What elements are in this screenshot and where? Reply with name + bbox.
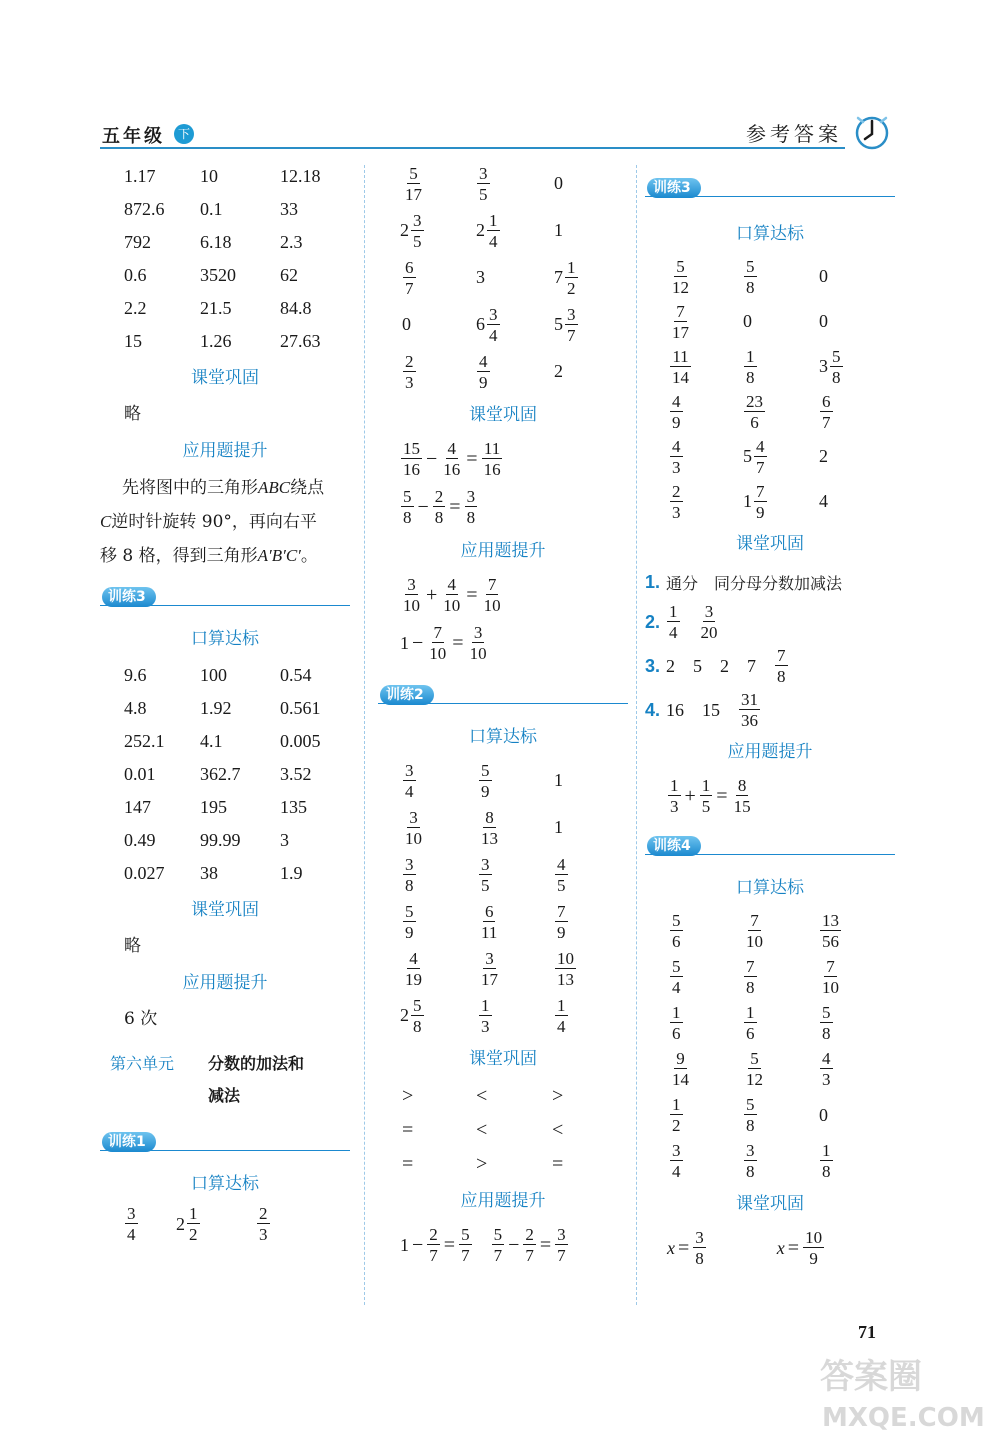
fraction-answer-row: $\frac{2}{3}$ $\frac{4}{9}$ 2 [405,351,563,392]
answer-value: 0.49 [124,830,156,850]
answer-cell [645,1004,743,1042]
fraction-answer-row [378,945,628,992]
answer-cell [819,958,842,996]
answer-cell [478,762,554,800]
answer-value: 2.3 [280,232,303,252]
fraction: $\frac{13}{56}$ [822,911,839,951]
fraction: $\frac{7}{8}$ [746,957,755,997]
section-title: 应用题提升 [460,541,546,561]
answer-value: 1.26 [200,331,232,351]
answer-cell [554,856,569,894]
answer-value: 9.6 [124,665,147,685]
equation-solutions: x = $\frac{3}{8}$ x = $\frac{10}{9}$ [667,1228,823,1268]
answer-cell [554,903,569,941]
answer-value: 2.2 [124,298,147,318]
column-divider [636,165,637,1305]
answer-value: 27.63 [280,331,321,351]
answer-row [100,292,350,325]
svg-text:答案圈: 答案圈 [820,1357,922,1397]
answer-cell [378,950,478,988]
unit-title: 分数的加法和 [208,1054,305,1073]
fraction-answers-block [645,1138,895,1184]
fraction: $\frac{4}{3}$ [822,1049,831,1089]
fraction: $\frac{10}{13}$ [557,948,574,989]
page-number: 71 [858,1322,876,1342]
answer-cell [645,912,743,950]
answer-value: 62 [280,265,298,285]
fraction-answer-row: $\frac{5}{17}$ $\frac{3}{5}$ 0 [405,163,563,204]
fraction: $\frac{3}{8}$ [405,854,414,895]
fraction-answer-row [378,898,628,945]
fraction-answer-row [645,1046,895,1092]
answer-cell [378,903,478,941]
answer-value: 0.027 [124,863,165,883]
answer-value: 872.6 [124,199,165,219]
answer-value: 0.561 [280,698,321,718]
answer-row [100,325,350,358]
training-header [100,1126,350,1160]
comparison-answers-block [378,1079,628,1181]
answer-value: 1 [554,770,563,790]
svg-text:MXQE.COM: MXQE.COM [822,1403,985,1432]
fraction: $\frac{7}{10}$ [822,957,839,997]
fraction-equation: 1 − $\frac{2}{7}$ = $\frac{5}{7}$ $\frac{5}{7}$ − $\frac{2}{7}$ = $\frac{3}{7}$ [400,1225,566,1265]
fraction: $\frac{5}{4}$ [672,957,681,997]
fraction: $\frac{5}{6}$ [672,911,681,951]
fraction: $\frac{3}{10}$ [405,807,422,848]
section-title: 应用题提升 [182,441,268,461]
answer-value: 100 [200,665,227,685]
section-title: 口算达标 [191,1174,259,1194]
fraction-answer-row: $\frac{2}{3}$ 1 $\frac{7}{9}$ 4 [672,481,828,522]
answer-value: 12.18 [280,166,321,186]
answer-cell [743,1050,819,1088]
answer-text: 6 次 [124,1009,158,1029]
answer-row [100,259,350,292]
answer-cell [819,1050,834,1088]
answer-cell [743,1004,819,1042]
fraction-answer-row: $\frac{11}{14}$ $\frac{1}{8}$ 3 $\frac{5}{8}$ [672,346,841,387]
answer-value: 15 [124,331,142,351]
fraction: $\frac{5}{12}$ [746,1049,763,1089]
answer-value: 3.52 [280,764,312,784]
answer-text-line: 移 8 格，得到三角形A′B′C′。 [100,546,318,566]
fraction-answer-row: $\frac{4}{9}$ $\frac{23}{6}$ $\frac{6}{7}$ [672,391,831,432]
header-title: 参考答案 [746,122,842,146]
training-header [645,172,895,206]
answer-value: 147 [124,797,151,817]
answer-value: 3520 [200,265,236,285]
numbered-answer: 3. 2 5 2 7 $\frac{7}{8}$ [645,646,786,686]
section-title: 课堂巩固 [191,368,259,388]
fraction: $\frac{1}{8}$ [822,1141,831,1181]
numbered-answer: 4. 16 15 $\frac{31}{36}$ [645,690,759,730]
answer-row [100,659,350,692]
section-title: 课堂巩固 [736,1194,804,1214]
training-header [100,581,350,615]
answer-value: 1.9 [280,863,303,883]
answer-cell [478,950,554,988]
section-title: 课堂巩固 [469,1049,537,1069]
answer-cell [378,809,478,847]
fraction-equation: $\frac{15}{16}$ − $\frac{4}{16}$ = $\frac{11}{16}$ [403,439,501,479]
section-title: 应用题提升 [727,742,813,762]
section-title: 应用题提升 [182,973,268,993]
answer-row [100,857,350,890]
answer-text: 略 [124,404,141,424]
section-title: 口算达标 [736,878,804,898]
unit-label: 第六单元 [110,1054,175,1073]
answer-row [100,791,350,824]
fraction: $\frac{4}{19}$ [405,948,422,989]
answer-cell [819,1004,834,1042]
section-title: 口算达标 [736,224,804,244]
fraction: $\frac{5}{9}$ [405,901,414,942]
answer-cell [743,1142,819,1180]
comparison-symbol: < [476,1084,488,1107]
answer-value: 0.6 [124,265,147,285]
column-divider [364,165,365,1305]
section-title: 课堂巩固 [469,405,537,425]
answer-column-3 [645,160,895,1272]
answer-cell [554,950,577,988]
answer-cell [743,958,819,996]
fraction-equation: 1 − $\frac{7}{10}$ = $\frac{3}{10}$ [400,623,487,663]
fraction: $\frac{1}{6}$ [746,1003,755,1043]
answer-row [100,758,350,791]
section-title: 口算达标 [469,727,537,747]
numbered-answer: 2. $\frac{1}{4}$ $\frac{3}{20}$ [645,602,718,642]
fraction: $\frac{3}{5}$ [481,854,490,895]
answer-value: 0.54 [280,665,312,685]
fraction: $\frac{4}{5}$ [557,854,566,895]
answer-value: 792 [124,232,151,252]
comparison-symbol: < [476,1118,488,1141]
fraction-answer-row [645,1138,895,1184]
comparison-symbol: > [476,1152,488,1175]
answer-text-line: 先将图中的三角形ABC绕点 [122,478,325,498]
fraction: $\frac{5}{8}$ [822,1003,831,1043]
training-badge: 训练2 [380,685,434,705]
answer-value: 21.5 [200,298,232,318]
section-title: 应用题提升 [460,1191,546,1211]
comparison-row [378,1147,628,1181]
answer-value: 1.92 [200,698,232,718]
answer-text: 略 [124,936,141,956]
fraction: $\frac{5}{9}$ [481,760,490,801]
training-badge: 训练1 [102,1132,156,1152]
fraction-answer-row: $\frac{3}{4}$ 2 $\frac{1}{2}$ $\frac{2}{3}$ [127,1204,268,1244]
training-header [378,679,628,713]
page-header [100,112,900,152]
answer-column-1 [100,160,350,1244]
fraction-answer-row [645,908,895,954]
fraction-answer-row: 2 $\frac{5}{8}$ $\frac{1}{3}$ $\frac{1}{4}$ [400,995,566,1036]
answer-text-line: C逆时针旋转 90°，再向右平 [100,512,317,532]
fraction: $\frac{9}{14}$ [672,1049,689,1089]
fraction-answer-row: $\frac{5}{12}$ $\frac{5}{8}$ 0 [672,256,828,297]
answer-cell [819,912,842,950]
fraction-equation: $\frac{3}{10}$ + $\frac{4}{10}$ = $\frac{7}{10}$ [403,575,501,615]
answer-value: 1 [554,817,563,837]
answer-value: 195 [200,797,227,817]
fraction: $\frac{8}{13}$ [481,807,498,848]
unit-title: 减法 [208,1086,241,1105]
answer-value: 0.005 [280,731,321,751]
answer-value: 10 [200,166,218,186]
clock-icon [852,112,892,152]
fraction-answer-row: $\frac{4}{3}$ 5 $\frac{4}{7}$ 2 [672,436,828,477]
answer-value: 362.7 [200,764,241,784]
training-badge: 训练4 [647,836,701,856]
fraction: $\frac{3}{17}$ [481,948,498,989]
section-title: 口算达标 [191,629,259,649]
unit-heading [100,1048,350,1112]
answer-cell [743,912,819,950]
numbered-answer: 1. 通分 同分母分数加减法 [645,571,843,593]
fraction-answers-block [378,757,628,992]
fraction-equation: $\frac{1}{3}$ + $\frac{1}{5}$ = $\frac{8}{15}$ [670,776,751,816]
section-title: 课堂巩固 [736,534,804,554]
comparison-row [378,1113,628,1147]
answer-value: 252.1 [124,731,165,751]
answer-cell [645,1142,743,1180]
answer-cell [378,762,478,800]
answer-row [100,226,350,259]
answer-cell [554,817,563,838]
fraction: $\frac{3}{4}$ [405,760,414,801]
answer-row [100,725,350,758]
comparison-symbol: > [402,1084,414,1107]
answer-row [100,193,350,226]
answer-cell [645,958,743,996]
fraction-answer-row: 0 6 $\frac{3}{4}$ 5 $\frac{3}{7}$ [402,304,576,345]
comparison-row [378,1079,628,1113]
answer-cell [478,856,554,894]
answer-value: 0.01 [124,764,156,784]
comparison-symbol: > [552,1084,564,1107]
training-badge: 训练3 [102,587,156,607]
answer-column-2 [378,160,628,1269]
answer-value: 84.8 [280,298,312,318]
fraction-answer-row: $\frac{6}{7}$ 3 7 $\frac{1}{2}$ [405,257,576,298]
fraction-answers-block [645,908,895,1092]
answer-value: 135 [280,797,307,817]
answer-row [100,824,350,857]
header-rule [100,147,845,149]
fraction-answer-row: $\frac{7}{17}$ 0 0 [672,301,828,342]
grade-label: 五年级 [102,126,165,147]
fraction: $\frac{1}{6}$ [672,1003,681,1043]
answer-value: 0.1 [200,199,223,219]
answer-cell [478,809,554,847]
comparison-symbol: < [552,1118,564,1141]
answer-value: 4.8 [124,698,147,718]
fraction-equation: $\frac{5}{8}$ − $\frac{2}{8}$ = $\frac{3}{8}$ [403,487,476,527]
answer-value: 3 [280,830,289,850]
fraction-answer-row [378,757,628,804]
answer-cell [554,770,563,791]
answer-cell [378,856,478,894]
decimal-answers-block [100,659,350,890]
answer-cell [819,1142,834,1180]
answer-cell [645,1050,743,1088]
comparison-symbol: = [552,1152,564,1175]
watermark-logo [812,1352,992,1432]
answer-value: 33 [280,199,298,219]
fraction: $\frac{7}{9}$ [557,901,566,942]
answer-value: 6.18 [200,232,232,252]
answer-row [100,692,350,725]
fraction: $\frac{7}{10}$ [746,911,763,951]
answer-value: 1.17 [124,166,156,186]
fraction-answer-row [645,954,895,1000]
answer-cell [478,903,554,941]
fraction-answer-row: $\frac{1}{2}$ $\frac{5}{8}$ 0 [672,1095,828,1135]
comparison-symbol: = [402,1118,414,1141]
volume-badge: 下 [174,124,194,144]
answer-row [100,160,350,193]
answer-value: 38 [200,863,218,883]
fraction-answer-row [645,1000,895,1046]
fraction: $\frac{6}{11}$ [481,901,498,942]
answer-value: 4.1 [200,731,223,751]
fraction-answer-row [378,804,628,851]
fraction-answer-row [378,851,628,898]
answer-value: 99.99 [200,830,241,850]
training-badge: 训练3 [647,178,701,198]
comparison-symbol: = [402,1152,414,1175]
fraction: $\frac{3}{8}$ [746,1141,755,1181]
decimal-answers-block [100,160,350,358]
fraction: $\frac{3}{4}$ [672,1141,681,1181]
fraction-answer-row: 2 $\frac{3}{5}$ 2 $\frac{1}{4}$ 1 [400,210,563,251]
training-header [645,830,895,864]
section-title: 课堂巩固 [191,900,259,920]
